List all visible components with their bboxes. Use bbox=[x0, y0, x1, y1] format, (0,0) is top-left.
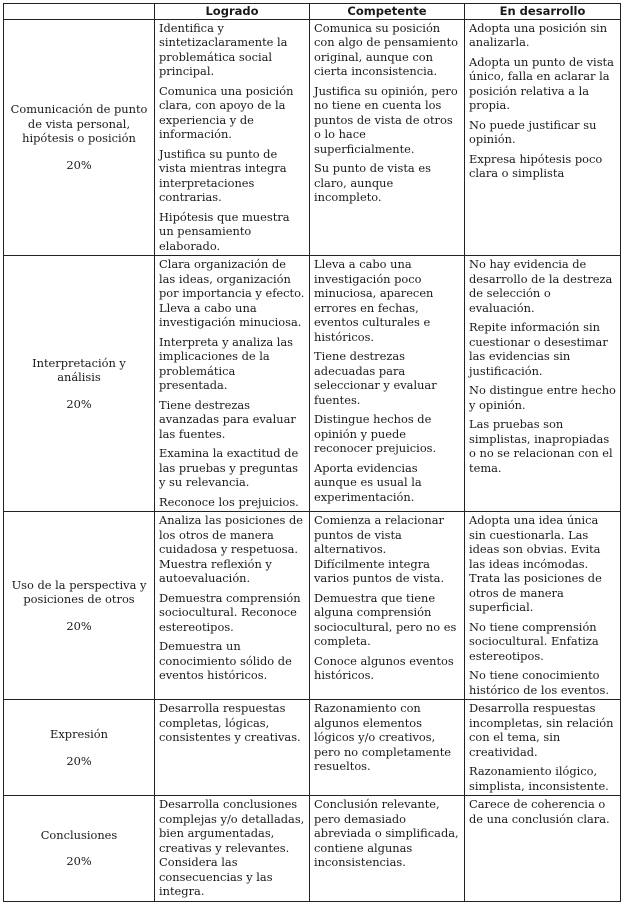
competente-cell bbox=[310, 256, 465, 512]
descriptor: Tiene destrezas adecuadas para seleccionar y evaluar fuentes. bbox=[314, 349, 437, 407]
competente-cell bbox=[310, 796, 465, 902]
logrado-cell bbox=[155, 700, 310, 796]
competente-cell bbox=[310, 19, 465, 256]
table-row bbox=[4, 256, 621, 512]
criterion-weight: 20% bbox=[66, 157, 92, 172]
table-row bbox=[4, 19, 621, 256]
descriptor: Justifica su punto de vista mientras integra interpretaciones contrarias. bbox=[159, 146, 287, 204]
descriptor: Razonamiento ilógico, simplista, inconsistente. bbox=[469, 764, 609, 793]
descriptor: Comienza a relacionar puntos de vista alternativos. Difícilmente integra varios puntos de vista. bbox=[314, 513, 445, 585]
descriptor: Lleva a cabo una investigación poco minuciosa, aparecen errores en fechas, eventos culturales e históricos. bbox=[314, 257, 434, 344]
en-desarrollo-cell bbox=[465, 796, 621, 902]
en-desarrollo-cell bbox=[465, 256, 621, 512]
descriptor: Su punto de vista es claro, aunque incompleto. bbox=[314, 161, 431, 204]
table-row bbox=[4, 512, 621, 700]
descriptor: Conclusión relevante, pero demasiado abreviada o simplificada, contiene algunas inconsistencias. bbox=[314, 797, 459, 869]
descriptor: Comunica una posición clara, con apoyo de la experiencia y de información. bbox=[159, 83, 294, 141]
logrado-cell bbox=[155, 256, 310, 512]
en-desarrollo-cell bbox=[465, 19, 621, 256]
criterion-weight: 20% bbox=[66, 618, 92, 633]
criterion-cell bbox=[4, 700, 155, 796]
descriptor: Desarrolla respuestas incompletas, sin relación con el tema, sin creatividad. bbox=[469, 701, 614, 759]
criterion-name: Comunicación de punto de vista personal, hipótesis o posición bbox=[10, 102, 148, 146]
descriptor: Aporta evidencias aunque es usual la experimentación. bbox=[314, 460, 422, 504]
competente-cell bbox=[310, 700, 465, 796]
descriptor: Comunica su posición con algo de pensamiento original, aunque con cierta inconsistencia. bbox=[314, 20, 459, 78]
rubric-table bbox=[3, 3, 621, 902]
descriptor: No tiene comprensión sociocultural. Enfatiza estereotipos. bbox=[469, 619, 599, 663]
criterion-weight: 20% bbox=[66, 396, 92, 411]
logrado-cell bbox=[155, 19, 310, 256]
competente-cell bbox=[310, 512, 465, 700]
en-desarrollo-cell bbox=[465, 512, 621, 700]
descriptor: Interpreta y analiza las implicaciones de la problemática presentada. bbox=[159, 334, 294, 392]
descriptor: Carece de coherencia o de una conclusión clara. bbox=[469, 797, 610, 826]
descriptor: Justifica su opinión, pero no tiene en cuenta los puntos de vista de otros o lo hace superficialmente. bbox=[314, 83, 458, 156]
descriptor: Demuestra que tiene alguna comprensión sociocultural, pero no es completa. bbox=[314, 590, 457, 648]
descriptor: Conoce algunos eventos históricos. bbox=[314, 653, 454, 682]
descriptor: No puede justificar su opinión. bbox=[469, 117, 597, 146]
table-row bbox=[4, 796, 621, 902]
descriptor: Analiza las posiciones de los otros de manera cuidadosa y respetuosa. Muestra reflexión y autoevaluación. bbox=[159, 513, 304, 585]
criterion-cell bbox=[4, 796, 155, 902]
logrado-cell bbox=[155, 512, 310, 700]
descriptor: Distingue hechos de opinión y puede reconocer prejuicios. bbox=[314, 412, 437, 455]
descriptor: Demuestra comprensión sociocultural. Reconoce estereotipos. bbox=[159, 590, 301, 634]
criterion-name: Conclusiones bbox=[40, 827, 118, 842]
descriptor: Adopta una posición sin analizarla. bbox=[469, 20, 608, 49]
descriptor: Adopta una idea única sin cuestionarla. Las ideas son obvias. Evita las ideas incómodas. Trata las posiciones de otros de manera superficial. bbox=[469, 513, 602, 614]
logrado-cell bbox=[155, 796, 310, 902]
criterion-cell bbox=[4, 512, 155, 700]
criterion-name: Uso de la perspectiva y posiciones de otros bbox=[11, 577, 147, 607]
criterion-weight: 20% bbox=[66, 854, 92, 869]
descriptor: Demuestra un conocimiento sólido de eventos históricos. bbox=[159, 639, 292, 682]
descriptor: Adopta un punto de vista único, falla en aclarar la posición relativa a la propia. bbox=[469, 54, 614, 112]
descriptor: Desarrolla respuestas completas, lógicas, consistentes y creativas. bbox=[159, 701, 301, 744]
descriptor: Hipótesis que muestra un pensamiento elaborado. bbox=[159, 209, 290, 253]
descriptor: Las pruebas son simplistas, inapropiadas o no se relacionan con el tema. bbox=[469, 417, 613, 475]
header-competente: Competente bbox=[310, 4, 465, 20]
header-criterion bbox=[4, 4, 155, 20]
descriptor: Expresa hipótesis poco clara o simplista bbox=[469, 151, 603, 180]
descriptor: Reconoce los prejuicios. bbox=[159, 494, 299, 509]
header-row bbox=[4, 4, 621, 20]
descriptor: Examina la exactitud de las pruebas y preguntas y su relevancia. bbox=[159, 446, 299, 489]
criterion-cell bbox=[4, 19, 155, 256]
criterion-name: Expresión bbox=[50, 727, 108, 741]
descriptor: Razonamiento con algunos elementos lógicos y/o creativos, pero no completamente resueltos. bbox=[314, 701, 452, 773]
descriptor: No tiene conocimiento histórico de los eventos. bbox=[469, 668, 609, 697]
table-row bbox=[4, 700, 621, 796]
criterion-name: Interpretación y análisis bbox=[32, 355, 126, 385]
descriptor: Clara organización de las ideas, organización por importancia y efecto. Lleva a cabo una investigación minuciosa. bbox=[159, 257, 305, 329]
criterion-weight: 20% bbox=[66, 753, 92, 768]
header-en-desarrollo: En desarrollo bbox=[465, 4, 621, 20]
descriptor: Desarrolla conclusiones complejas y/o detalladas, bien argumentadas, creativas y relevantes. Considera las consecuencias y las integra. bbox=[159, 797, 305, 898]
descriptor: Identifica y sintetizaclaramente la problemática social principal. bbox=[159, 20, 288, 78]
descriptor: No distingue entre hecho y opinión. bbox=[469, 383, 616, 412]
header-logrado: Logrado bbox=[155, 4, 310, 20]
descriptor: Repite información sin cuestionar o desestimar las evidencias sin justificación. bbox=[469, 320, 608, 378]
descriptor: No hay evidencia de desarrollo de la destreza de selección o evaluación. bbox=[469, 257, 613, 315]
criterion-cell bbox=[4, 256, 155, 512]
descriptor: Tiene destrezas avanzadas para evaluar las fuentes. bbox=[159, 397, 296, 441]
en-desarrollo-cell bbox=[465, 700, 621, 796]
